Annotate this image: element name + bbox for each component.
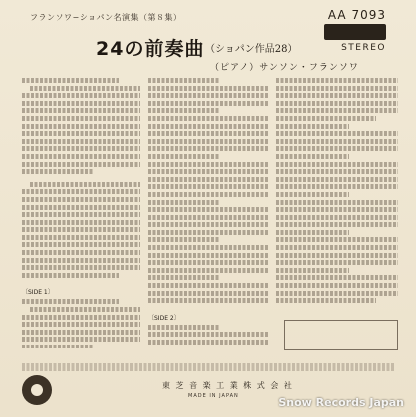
- performer-credit: （ピアノ）サンソン・フランソワ: [210, 63, 359, 73]
- side-1-heading: 〔SIDE 1〕: [22, 289, 54, 297]
- notes-column-3: [276, 78, 398, 348]
- angel-label-logo-icon: [324, 24, 386, 40]
- album-subtitle: （ショパン作品28）: [205, 44, 298, 55]
- record-label-emblem-icon: [22, 375, 52, 405]
- watermark: Snow Records Japan: [278, 396, 404, 409]
- timing-table: [284, 320, 398, 350]
- stereo-badge: STEREO: [341, 43, 386, 53]
- notes-column-1: [22, 78, 140, 348]
- made-in-label: MADE IN JAPAN: [188, 393, 239, 399]
- side-2-heading: 〔SIDE 2〕: [148, 314, 180, 322]
- album-title: 24の前奏曲: [96, 38, 205, 60]
- notes-column-2: [148, 78, 268, 348]
- catalog-number: AA 7093: [327, 8, 386, 22]
- footer-notice: [22, 363, 394, 371]
- publisher-name: 東 芝 音 楽 工 業 株 式 会 社: [162, 381, 294, 390]
- series-title: フランソワ−ショパン名演集（第８集）: [30, 13, 182, 22]
